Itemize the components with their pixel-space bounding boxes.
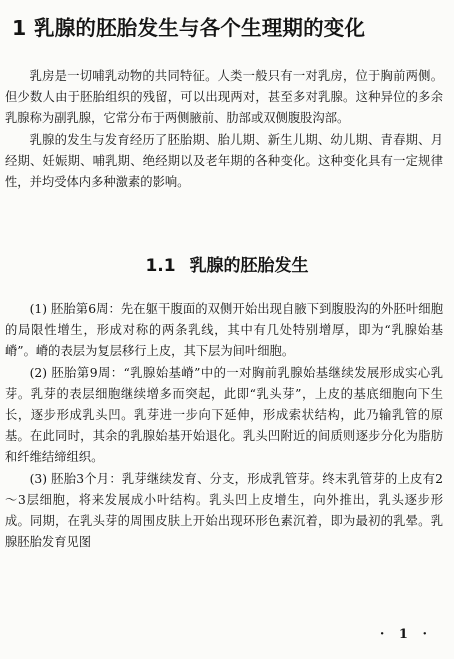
section-text [5,299,443,553]
page-number: · 1 · [379,627,432,642]
chapter-title: 乳腺的胚胎发生与各个生理期的变化 [34,16,366,40]
chapter-number: 1 [12,16,27,40]
intro-paragraph: 乳腺的发生与发育经历了胚胎期、胎儿期、新生儿期、幼儿期、青春期、月经期、妊娠期、哺乳期、绝经期以及老年期的各种变化。这种变化具有一定规律性，并均受体内多种激素的影响。 [5,132,443,190]
intro-text [5,66,443,193]
intro-paragraph: 乳房是一切哺乳动物的共同特征。人类一般只有一对乳房，位于胸前两侧。但少数人由于胚胎组织的残留，可以出现两对，甚至多对乳腺。这种异位的多余乳腺称为副乳腺，它常分布于两侧腋前、肋部或双侧腹股沟部。 [5,69,443,126]
section-heading [0,254,454,278]
chapter-heading [12,14,448,42]
section-title: 乳腺的胚胎发生 [189,256,309,276]
section-paragraph: (2) 胚胎第9周：“乳腺始基嵴”中的一对胸前乳腺始基继续发展形成实心乳芽。乳芽的表层细胞继续增多而突起，此即“乳头芽”，上皮的基底细胞向下生长，逐步形成乳头凹。乳芽进一步向下延伸，形成索状结构，此乃输乳管的原基。在此同时，其余的乳腺始基开始退化。乳头凹附近的间质则逐步分化为脂肪和纤维结缔组织。 [5,365,443,465]
section-paragraph: (3) 胚胎3个月：乳芽继续发育、分支，形成乳管芽。终末乳管芽的上皮有2～3层细胞，将来发展成小叶结构。乳头凹上皮增生，向外推出，乳头逐步形成。同期，在乳头芽的周围皮肤上开始出现环形色素沉着，即为最初的乳晕。乳腺胚胎发育见图 [5,471,443,550]
section-paragraph: (1) 胚胎第6周：先在躯干腹面的双侧开始出现自腋下到腹股沟的外胚叶细胞的局限性增生，形成对称的两条乳线，其中有几处特别增厚，即为“乳腺始基嵴”。嵴的表层为复层移行上皮，其下层为间叶细胞。 [5,302,443,359]
section-number: 1.1 [145,256,176,276]
